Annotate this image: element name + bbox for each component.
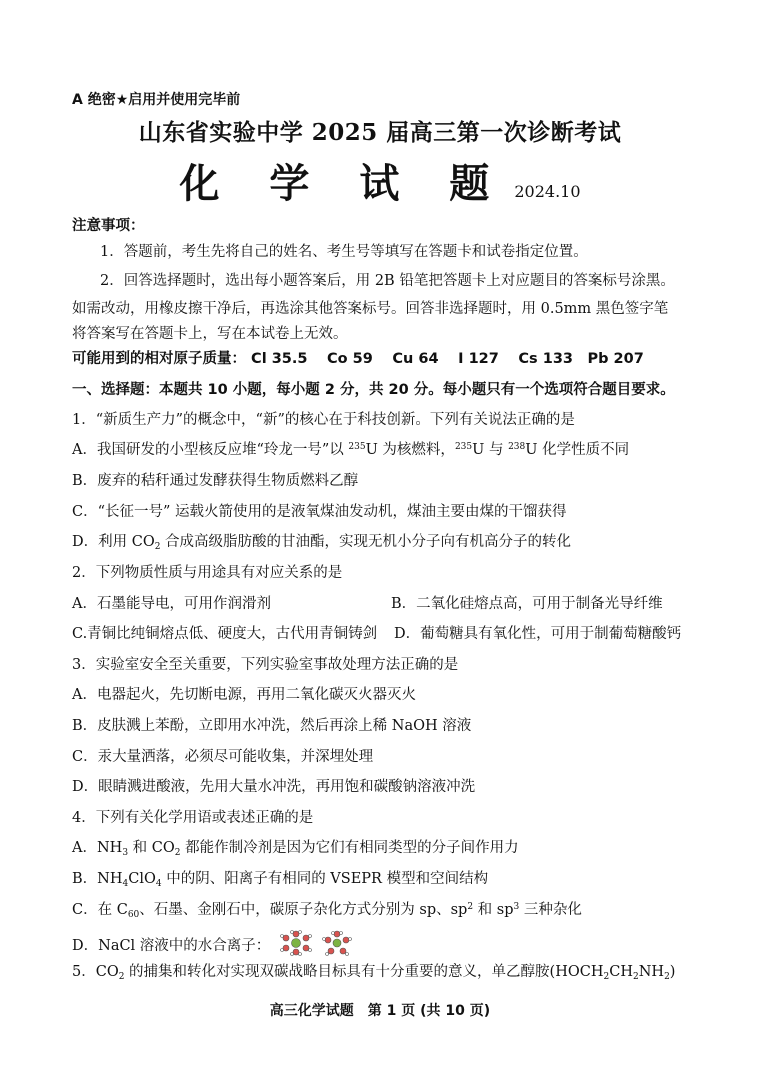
notes-item-2-line-1: 2．回答选择题时，选出每小题答案后，用 2B 铅笔把答题卡上对应题目的答案标号涂黑。 [100, 273, 675, 289]
exam-date: 2024.10 [514, 182, 581, 201]
notes-item-2-line-2: 如需改动，用橡皮擦干净后，再选涂其他答案标号。回答非选择题时，用 0.5mm 黑色签字笔 [72, 301, 669, 317]
q4-option-d: D．NaCl 溶液中的水合离子： [72, 930, 352, 962]
q4-option-a: A．$NH_3$ 和 $CO_2$ 都能作制冷剂是因为它们有相同类型的分子间作用力 [72, 840, 519, 858]
q1-option-b: B．废弃的秸秆通过发酵获得生物质燃料乙醇 [72, 473, 359, 489]
q2-stem: 2．下列物质性质与用途具有对应关系的是 [72, 565, 343, 581]
q5-stem: 5．$CO_2$ 的捕集和转化对实现双碳战略目标具有十分重要的意义，单乙醇胺$(HOCH_2CH_2NH_2)$ [72, 964, 676, 982]
school-exam-title: 山东省实验中学 2025 届高三第一次诊断考试 [138, 119, 622, 146]
q1-option-a: A．我国研发的小型核反应堆“玲龙一号”以 $^{235}$U 为核燃料，$^{235}$U 与 $^{238}$U 化学性质不同 [72, 442, 630, 458]
subject-title: 化 学 试 题 [179, 161, 508, 207]
q3-option-c: C．汞大量洒落，必须尽可能收集，并深埋处理 [72, 749, 374, 765]
q1-option-d: D．利用 $CO_2$ 合成高级脂肪酸的甘油酯，实现无机小分子向有机高分子的转化 [72, 534, 572, 552]
hydrated-anion-icon [322, 930, 352, 962]
q4-stem: 4．下列有关化学用语或表述正确的是 [72, 810, 314, 826]
q1-stem: 1．“新质生产力”的概念中，“新”的核心在于科技创新。下列有关说法正确的是 [72, 412, 575, 428]
q3-option-a: A．电器起火，先切断电源，再用二氧化碳灭火器灭火 [72, 687, 416, 703]
q4-option-c: C．在 $C_{60}$、石墨、金刚石中，碳原子杂化方式分别为 sp、$sp^2$ 和 $sp^3$ 三种杂化 [72, 902, 582, 920]
notes-heading: 注意事项： [72, 218, 145, 234]
notes-item-2-line-3: 将答案写在答题卡上，写在本试卷上无效。 [72, 326, 348, 342]
notes-item-1: 1．答题前，考生先将自己的姓名、考生号等填写在答题卡和试卷指定位置。 [100, 244, 588, 260]
q1-option-c: C．“长征一号” 运载火箭使用的是液氧煤油发动机，煤油主要由煤的干馏获得 [72, 504, 567, 520]
q3-option-b: B．皮肤溅上苯酚，立即用水冲洗，然后再涂上稀 NaOH 溶液 [72, 718, 472, 734]
q2-option-a: A．石墨能导电，可用作润滑剂 [72, 596, 271, 612]
q3-option-d: D．眼睛溅进酸液，先用大量水冲洗，再用饱和碳酸钠溶液冲洗 [72, 779, 476, 795]
q2-option-b: B．二氧化硅熔点高，可用于制备光导纤维 [391, 596, 663, 612]
q2-option-d: D．葡萄糖具有氧化性，可用于制葡萄糖酸钙 [394, 626, 682, 642]
q2-option-c: C.青铜比纯铜熔点低、硬度大，古代用青铜铸剑 [72, 626, 378, 642]
hydrated-cation-icon [279, 930, 313, 962]
confidential-label: A 绝密★启用并使用完毕前 [72, 92, 241, 108]
section-1-heading: 一、选择题：本题共 10 小题，每小题 2 分，共 20 分。每小题只有一个选项符合题目要求。 [72, 382, 675, 398]
q4-option-b: B．$NH_4ClO_4$ 中的阴、阳离子有相同的 VSEPR 模型和空间结构 [72, 871, 489, 889]
q3-stem: 3．实验室安全至关重要，下列实验室事故处理方法正确的是 [72, 657, 459, 673]
atomic-masses: 可能用到的相对原子质量： Cl 35.5 Co 59 Cu 64 I 127 Cs 133 Pb 207 [72, 351, 644, 367]
page-footer: 高三化学试题 第 1 页 (共 10 页) [269, 1003, 491, 1019]
subject-heading [0, 162, 760, 214]
